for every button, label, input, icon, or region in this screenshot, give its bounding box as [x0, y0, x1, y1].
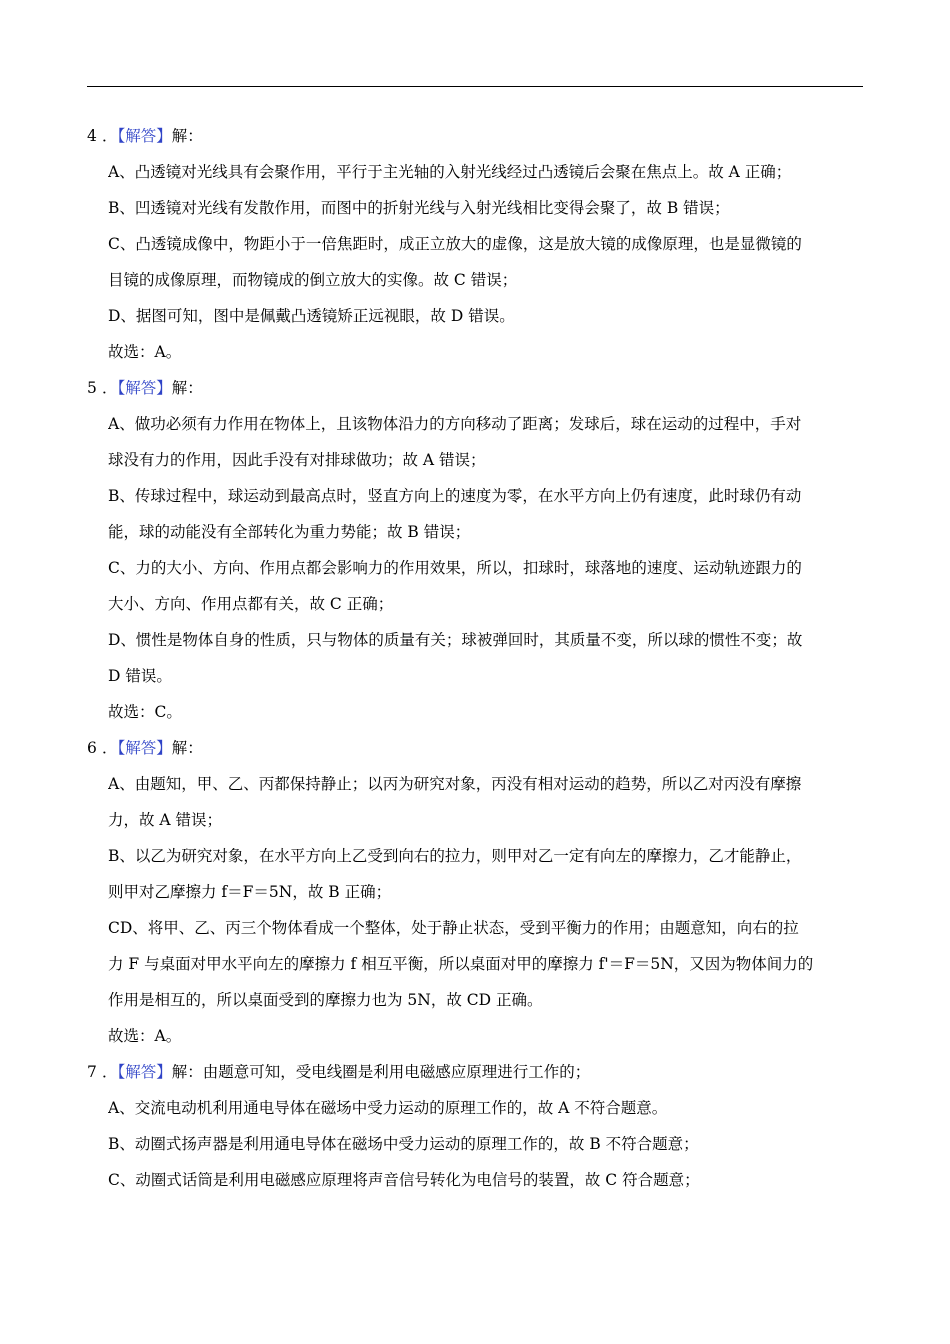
answer-content	[87, 118, 865, 1198]
answer-line: C、凸透镜成像中，物距小于一倍焦距时，成正立放大的虚像，这是放大镜的成像原理，也是显微镜的	[108, 235, 802, 253]
answer-paragraph	[87, 1126, 865, 1162]
question-number: 6	[87, 739, 97, 757]
answer-intro: 解：	[171, 127, 203, 145]
answer-line: C、动圈式话筒是利用电磁感应原理将声音信号转化为电信号的装置，故 C 符合题意；	[108, 1171, 700, 1189]
question-number-dot: ．	[102, 379, 118, 397]
question-number: 7	[87, 1063, 97, 1081]
answer-paragraph	[87, 154, 865, 190]
answer-paragraph	[87, 298, 865, 334]
answer-line: 故选：A。	[108, 343, 182, 361]
answer-paragraph	[87, 406, 865, 478]
answer-line: 故选：A。	[108, 1027, 182, 1045]
answer-line: D、惯性是物体自身的性质，只与物体的质量有关；球被弹回时，其质量不变，所以球的惯性不变；故	[108, 631, 803, 649]
answer-paragraph	[87, 766, 865, 838]
answer-line: 力 F 与桌面对甲水平向左的摩擦力 f 相互平衡，所以桌面对甲的摩擦力 f'＝F＝5N，又因为物体间力的	[108, 955, 814, 973]
answer-line: CD、将甲、乙、丙三个物体看成一个整体，处于静止状态，受到平衡力的作用；由题意知，向右的拉	[108, 919, 799, 937]
answer-line: 球没有力的作用，因此手没有对排球做功；故 A 错误；	[108, 451, 486, 469]
header-rule	[87, 86, 863, 87]
answer-paragraph	[87, 694, 865, 730]
answer-paragraph	[87, 1018, 865, 1054]
answer-line: B、以乙为研究对象，在水平方向上乙受到向右的拉力，则甲对乙一定有向左的摩擦力，乙才能静止，	[108, 847, 802, 865]
question-block	[87, 118, 865, 370]
answer-paragraph	[87, 838, 865, 910]
question-heading	[87, 1054, 865, 1090]
answer-paragraph	[87, 478, 865, 550]
question-heading	[87, 730, 865, 766]
answer-line: 故选：C。	[108, 703, 182, 721]
answer-line: D、据图可知，图中是佩戴凸透镜矫正远视眼，故 D 错误。	[108, 307, 515, 325]
answer-line: D 错误。	[108, 667, 172, 685]
answer-paragraph	[87, 910, 865, 1018]
answer-line: 作用是相互的，所以桌面受到的摩擦力也为 5N，故 CD 正确。	[108, 991, 543, 1009]
answer-paragraph	[87, 226, 865, 298]
answer-line: B、动圈式扬声器是利用通电导体在磁场中受力运动的原理工作的，故 B 不符合题意；	[108, 1135, 699, 1153]
answer-line: B、凹透镜对光线有发散作用，而图中的折射光线与入射光线相比变得会聚了，故 B 错误；	[108, 199, 730, 217]
answer-line: 能，球的动能没有全部转化为重力势能；故 B 错误；	[108, 523, 471, 541]
answer-line: A、凸透镜对光线具有会聚作用，平行于主光轴的入射光线经过凸透镜后会聚在焦点上。故 A 正确；	[108, 163, 792, 181]
question-number: 5	[87, 379, 97, 397]
question-block	[87, 730, 865, 1054]
question-number-dot: ．	[102, 1063, 118, 1081]
answer-line: C、力的大小、方向、作用点都会影响力的作用效果，所以，扣球时，球落地的速度、运动轨迹跟力的	[108, 559, 802, 577]
answer-paragraph	[87, 190, 865, 226]
answer-tag: 【解答】	[117, 739, 172, 757]
answer-line: A、交流电动机利用通电导体在磁场中受力运动的原理工作的，故 A 不符合题意。	[108, 1099, 668, 1117]
answer-intro: 解：	[171, 739, 203, 757]
answer-intro: 解：由题意可知，受电线圈是利用电磁感应原理进行工作的；	[171, 1063, 591, 1081]
answer-tag: 【解答】	[117, 127, 172, 145]
answer-intro: 解：	[171, 379, 203, 397]
answer-line: 力，故 A 错误；	[108, 811, 223, 829]
question-block	[87, 1054, 865, 1198]
answer-paragraph	[87, 1162, 865, 1198]
answer-tag: 【解答】	[117, 379, 172, 397]
answer-line: 则甲对乙摩擦力 f＝F＝5N，故 B 正确；	[108, 883, 392, 901]
answer-line: 大小、方向、作用点都有关，故 C 正确；	[108, 595, 394, 613]
answer-paragraph	[87, 334, 865, 370]
answer-paragraph	[87, 550, 865, 622]
answer-tag: 【解答】	[117, 1063, 172, 1081]
answer-line: B、传球过程中，球运动到最高点时，竖直方向上的速度为零，在水平方向上仍有速度，此时球仍有动	[108, 487, 802, 505]
answer-line: 目镜的成像原理，而物镜成的倒立放大的实像。故 C 错误；	[108, 271, 518, 289]
question-number-dot: ．	[102, 127, 118, 145]
question-heading	[87, 118, 865, 154]
question-number-dot: ．	[102, 739, 118, 757]
answer-line: A、由题知，甲、乙、丙都保持静止；以丙为研究对象，丙没有相对运动的趋势，所以乙对丙没有摩擦	[108, 775, 802, 793]
question-block	[87, 370, 865, 730]
question-heading	[87, 370, 865, 406]
answer-paragraph	[87, 1090, 865, 1126]
answer-paragraph	[87, 622, 865, 694]
answer-line: A、做功必须有力作用在物体上，且该物体沿力的方向移动了距离；发球后，球在运动的过程中，手对	[108, 415, 802, 433]
question-number: 4	[87, 127, 97, 145]
